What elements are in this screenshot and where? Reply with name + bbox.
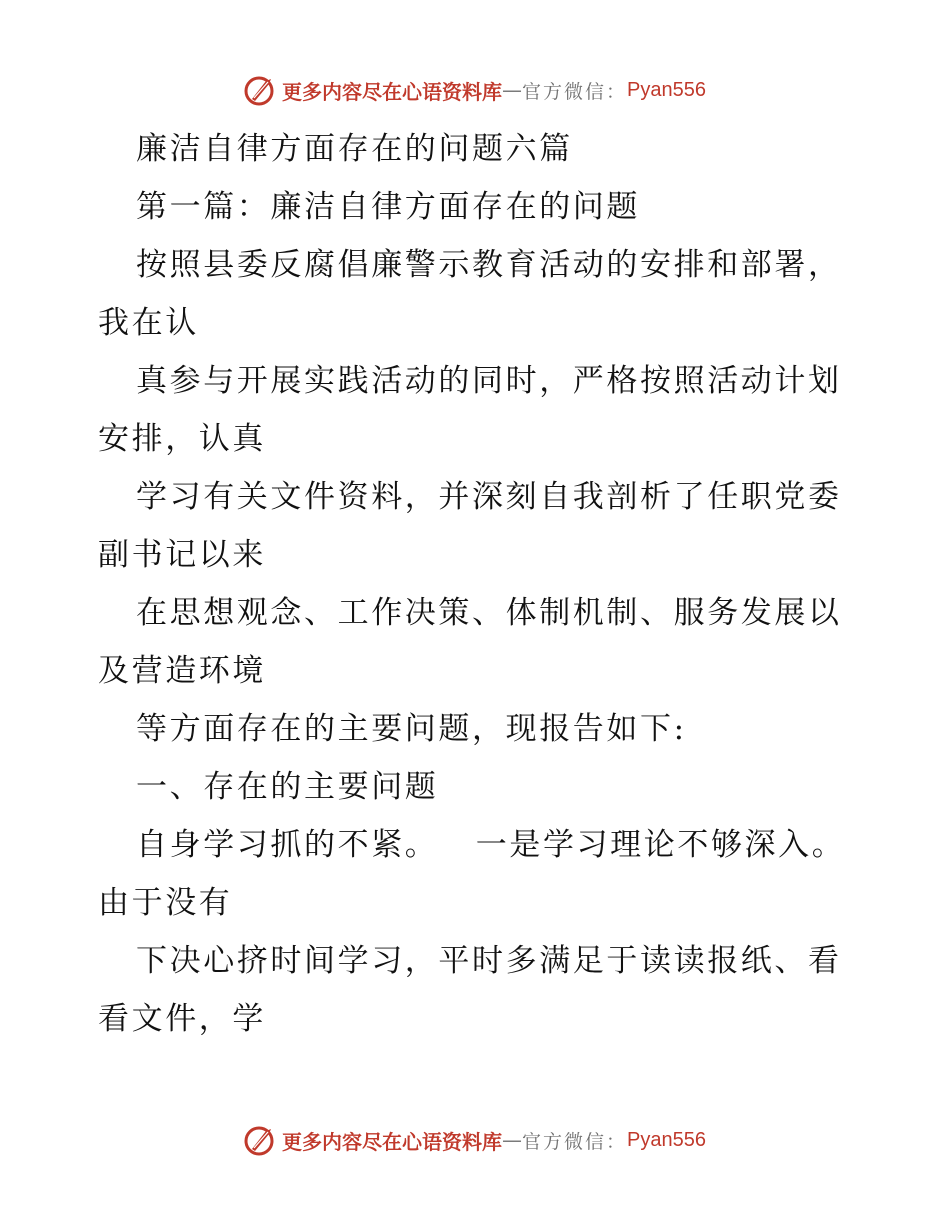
paragraph-line: 学习有关文件资料，并深刻自我剖析了任职党委: [136, 479, 842, 515]
paragraph-line: 在思想观念、工作决策、体制机制、服务发展以: [136, 595, 842, 631]
banner-label-text: 官方微信：: [522, 1130, 628, 1153]
paragraph-line: 真参与开展实践活动的同时，严格按照活动计划: [136, 363, 842, 399]
paragraph-line: 自身学习抓的不紧。 一是学习理论不够深入。: [136, 827, 846, 863]
paragraph-line: 安排，认真: [98, 421, 266, 457]
subsection-heading: 一、存在的主要问题: [136, 769, 439, 805]
section-heading: 第一篇：廉洁自律方面存在的问题: [136, 189, 640, 225]
paragraph-line: 按照县委反腐倡廉警示教育活动的安排和部署，: [136, 247, 842, 283]
banner-dash: —: [502, 1128, 522, 1152]
paragraph-line: 下决心挤时间学习，平时多满足于读读报纸、看: [136, 943, 842, 979]
paragraph-line: 等方面存在的主要问题，现报告如下:: [136, 711, 687, 747]
red-quill-logo-icon: [244, 73, 278, 107]
document-title: 廉洁自律方面存在的问题六篇: [136, 131, 573, 167]
banner-site-text: 更多内容尽在心语资料库: [282, 79, 502, 104]
paragraph-line: 我在认: [98, 305, 199, 341]
banner-dash: —: [502, 78, 522, 102]
banner-wechat-id: Pyan556: [627, 78, 706, 101]
footer-banner: [0, 1120, 950, 1160]
document-body: [98, 120, 852, 1048]
banner-site-text: 更多内容尽在心语资料库: [282, 1129, 502, 1154]
header-banner: [0, 70, 950, 110]
paragraph-line: 看文件，学: [98, 1001, 266, 1037]
paragraph-line: 由于没有: [98, 885, 233, 921]
paragraph-line: 及营造环境: [98, 653, 266, 689]
paragraph-line: 副书记以来: [98, 537, 266, 573]
banner-wechat-id: Pyan556: [627, 1128, 706, 1151]
red-quill-logo-icon: [244, 1123, 278, 1157]
banner-label-text: 官方微信：: [522, 80, 628, 103]
